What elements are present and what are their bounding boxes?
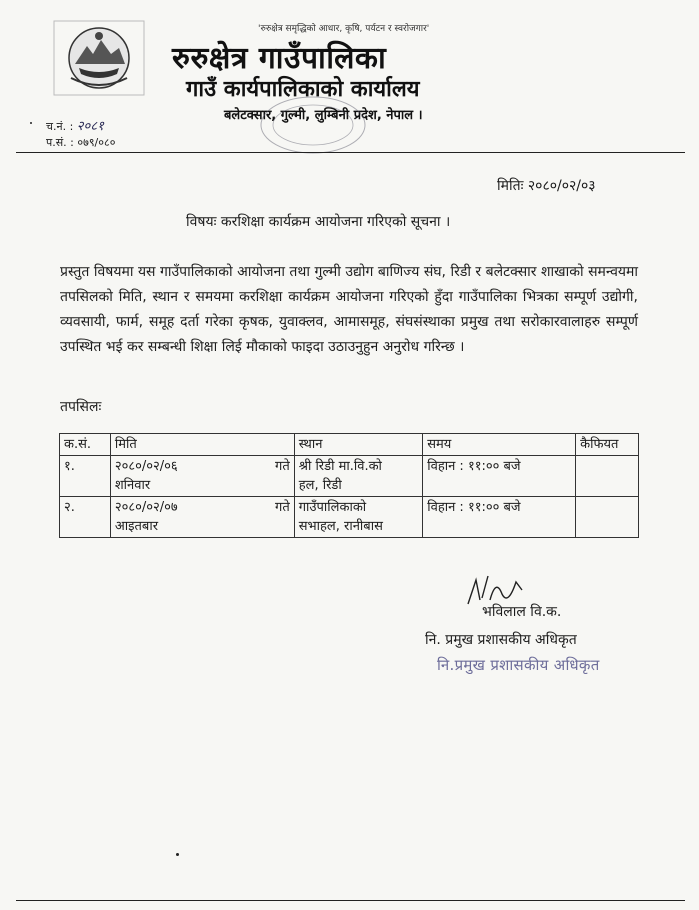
row-place-line1: गाउँपालिकाको xyxy=(298,500,367,515)
details-label: तपसिलः xyxy=(60,399,102,415)
row-place-line1: श्री रिडी मा.वि.को xyxy=(298,459,382,474)
letter-body: प्रस्तुत विषयमा यस गाउँपालिकाको आयोजना तथा गुल्मी उद्योग बाणिज्य संघ, रिडी र बलेटक्सार शाखाको समन्वयमा तपसिलको मिति, स्थान र समयमा करशिक्षा कार्यक्रम आयोजना गरिएको हुँदा गाउँपालिका भित्रका सम्पूर्ण उद्योगी, व्यवसायी, फार्म, समूह दर्ता गरेका कृषक, युवाक्लव, आमासमूह, संघसंस्थाका प्रमुख तथा सरोकारवालाहरु सम्पूर्ण उपस्थित भई कर सम्बन्धी शिक्षा लिई मौकाको फाइदा उठाउनुहुन अनुरोध गरिन्छ । xyxy=(60,264,638,355)
nepal-emblem-icon xyxy=(53,20,145,96)
scan-speck xyxy=(176,853,179,856)
header-place: स्थान xyxy=(294,434,422,456)
header-remarks: कैफियत xyxy=(576,434,639,456)
date-value: २०८०/०२/०३ xyxy=(527,178,596,194)
row-time: विहान : ११:०० बजे xyxy=(423,497,576,538)
reference-number-label: च.नं. : xyxy=(46,120,74,133)
table-row xyxy=(60,497,639,538)
header-date: मिति xyxy=(110,434,294,456)
reference-number-value: २०८१ xyxy=(76,119,104,134)
row-place xyxy=(294,456,422,497)
municipality-name: रुरुक्षेत्र गाउँपालिका xyxy=(172,41,387,76)
row-remarks xyxy=(576,456,639,497)
office-stamp-icon xyxy=(248,94,378,156)
signer-name: भविलाल वि.क. xyxy=(482,604,562,620)
row-serial: १. xyxy=(60,456,111,497)
letter-subject: विषयः करशिक्षा कार्यक्रम आयोजना गरिएको सूचना । xyxy=(186,214,451,230)
office-name: गाउँ कार्यपालिकाको कार्यालय xyxy=(186,77,420,102)
header-divider xyxy=(16,152,685,153)
date-label: मितिः xyxy=(497,178,524,194)
fiscal-year-value: ०७९/०८० xyxy=(77,136,116,149)
fiscal-year xyxy=(46,135,115,150)
reference-number xyxy=(46,116,104,134)
signer-seal-stamp: नि.प्रमुख प्रशासकीय अधिकृत xyxy=(437,656,600,674)
row-place xyxy=(294,497,422,538)
row-date-value: २०८०/०२/०७ xyxy=(114,500,178,515)
row-place-line2: सभाहल, रानीबास xyxy=(298,519,383,534)
row-date xyxy=(110,497,294,538)
office-address: बलेटक्सार, गुल्मी, लुम्बिनी प्रदेश, नेपाल । xyxy=(224,108,423,123)
schedule-table xyxy=(59,433,639,538)
fiscal-year-label: प.सं. : xyxy=(46,136,74,149)
letter-date xyxy=(497,176,596,195)
table-row xyxy=(60,456,639,497)
signer-title: नि. प्रमुख प्रशासकीय अधिकृत xyxy=(425,632,577,648)
scan-speck xyxy=(30,122,32,124)
row-date-value: २०८०/०२/०६ xyxy=(114,459,178,474)
row-remarks xyxy=(576,497,639,538)
row-day: आइतबार xyxy=(114,519,159,534)
row-date-gate: गते xyxy=(275,500,290,515)
row-date-gate: गते xyxy=(275,459,290,474)
header-time: समय xyxy=(423,434,576,456)
row-date xyxy=(110,456,294,497)
table-header-row xyxy=(60,434,639,456)
slogan: 'रुरुक्षेत्र समृद्धिको आधार, कृषि, पर्यटन र स्वरोजगार' xyxy=(258,24,430,34)
header-serial: क.सं. xyxy=(60,434,111,456)
row-time: विहान : ११:०० बजे xyxy=(423,456,576,497)
footer-divider xyxy=(16,900,685,901)
row-serial: २. xyxy=(60,497,111,538)
row-place-line2: हल, रिडी xyxy=(298,478,342,493)
row-day: शनिवार xyxy=(114,478,151,493)
